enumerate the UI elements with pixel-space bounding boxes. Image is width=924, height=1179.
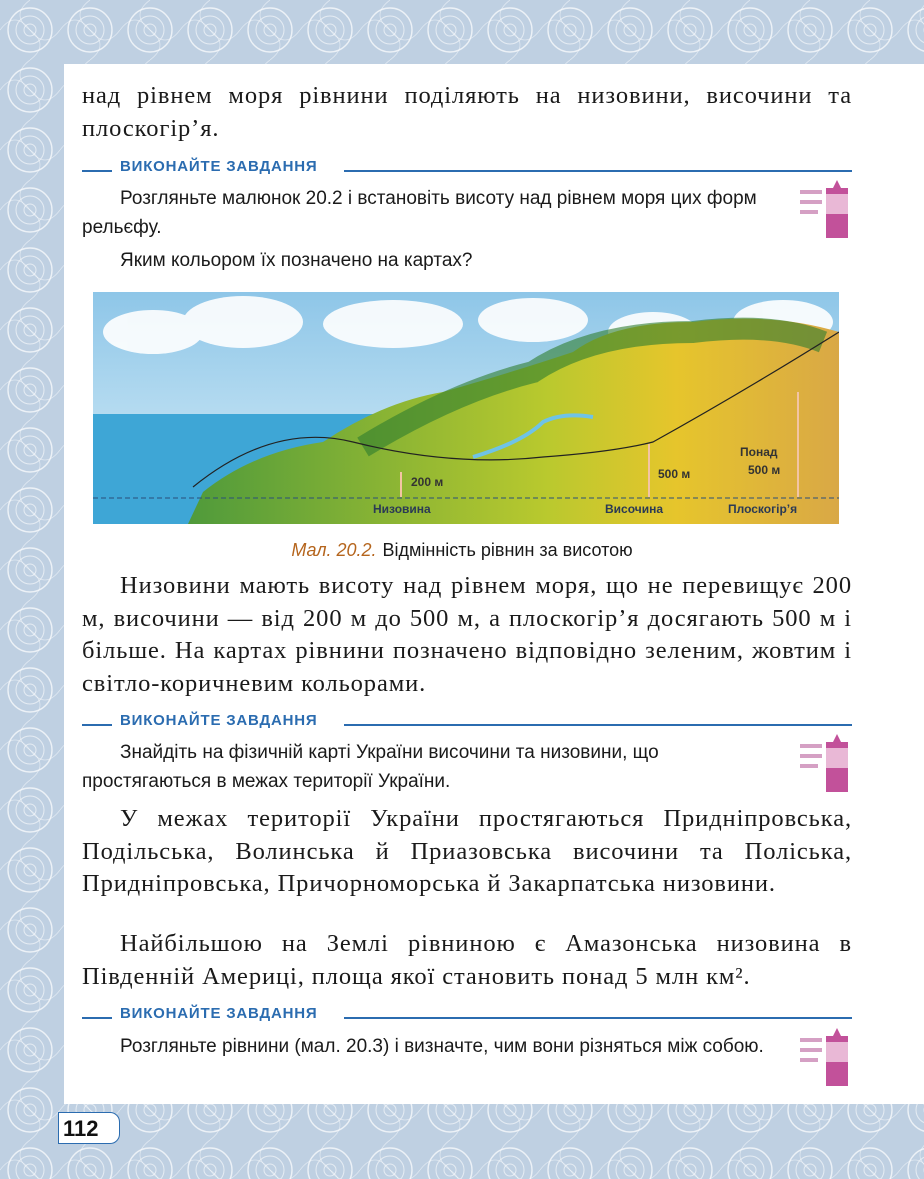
zone-mid-label: Височина (605, 502, 664, 516)
task-header-3 (82, 1005, 852, 1025)
zone-low-label: Низовина (373, 502, 431, 516)
task-3-text: Розгляньте рівнини (мал. 20.3) і визначте, чим вони різняться між собою. (120, 1036, 764, 1057)
task-rule-right (344, 724, 852, 726)
task-rule-right (344, 1017, 852, 1019)
paragraph-2: У межах території України простягаються Придніпровська, Подільська, Волинська й Приазовська височини та Поліська, Придніпровська, Причорноморська й Закарпатська низовини. (82, 805, 852, 898)
task-rule-right (344, 170, 852, 172)
figure-caption (0, 540, 924, 561)
task-title: ВИКОНАЙТЕ ЗАВДАННЯ (120, 158, 318, 175)
label-above: Понад (740, 445, 778, 459)
caption-number: Мал. 20.2. (291, 540, 377, 560)
task-rule-left (82, 1017, 112, 1019)
task-title: ВИКОНАЙТЕ ЗАВДАННЯ (120, 712, 318, 729)
label-200: 200 м (411, 475, 444, 489)
label-above-500: 500 м (748, 463, 781, 477)
zone-high-label: Плоскогір’я (728, 502, 798, 516)
paragraph-3: Найбільшою на Землі рівниною є Амазонська низовина в Південній Америці, площа якої становить понад 5 млн км². (82, 930, 852, 990)
task-1-line2: Яким кольором їх позначено на картах? (120, 250, 473, 271)
page-number: 112 (58, 1112, 120, 1144)
relief-illustration (93, 292, 839, 524)
task-rule-left (82, 170, 112, 172)
task-rule-left (82, 724, 112, 726)
task-icon-2 (800, 734, 850, 794)
task-1-text (82, 184, 790, 275)
paragraph-1: Низовини мають висоту над рівнем моря, що не перевищує 200 м, височини — від 200 м до 500 м, а плоскогір’я досягають 500 м і більше. На картах рівнини позначено відповідно зеленим, жовтим і світло-коричневим кольорами. (82, 572, 852, 697)
task-header-1 (82, 158, 852, 178)
task-title: ВИКОНАЙТЕ ЗАВДАННЯ (120, 1005, 318, 1022)
caption-text: Відмінність рівнин за висотою (382, 540, 633, 560)
intro-paragraph: над рівнем моря рівнини поділяють на низовини, височини та плоскогір’я. (82, 82, 852, 142)
task-header-2 (82, 712, 852, 732)
task-2-text: Знайдіть на фізичній карті України височини та низовини, що простягаються в межах території України. (82, 742, 659, 792)
task-icon-1 (800, 180, 850, 240)
task-1-line1: Розгляньте малюнок 20.2 і встановіть висоту над рівнем моря цих форм рельєфу. (82, 188, 757, 238)
task-icon-3 (800, 1028, 850, 1088)
label-500: 500 м (658, 467, 691, 481)
